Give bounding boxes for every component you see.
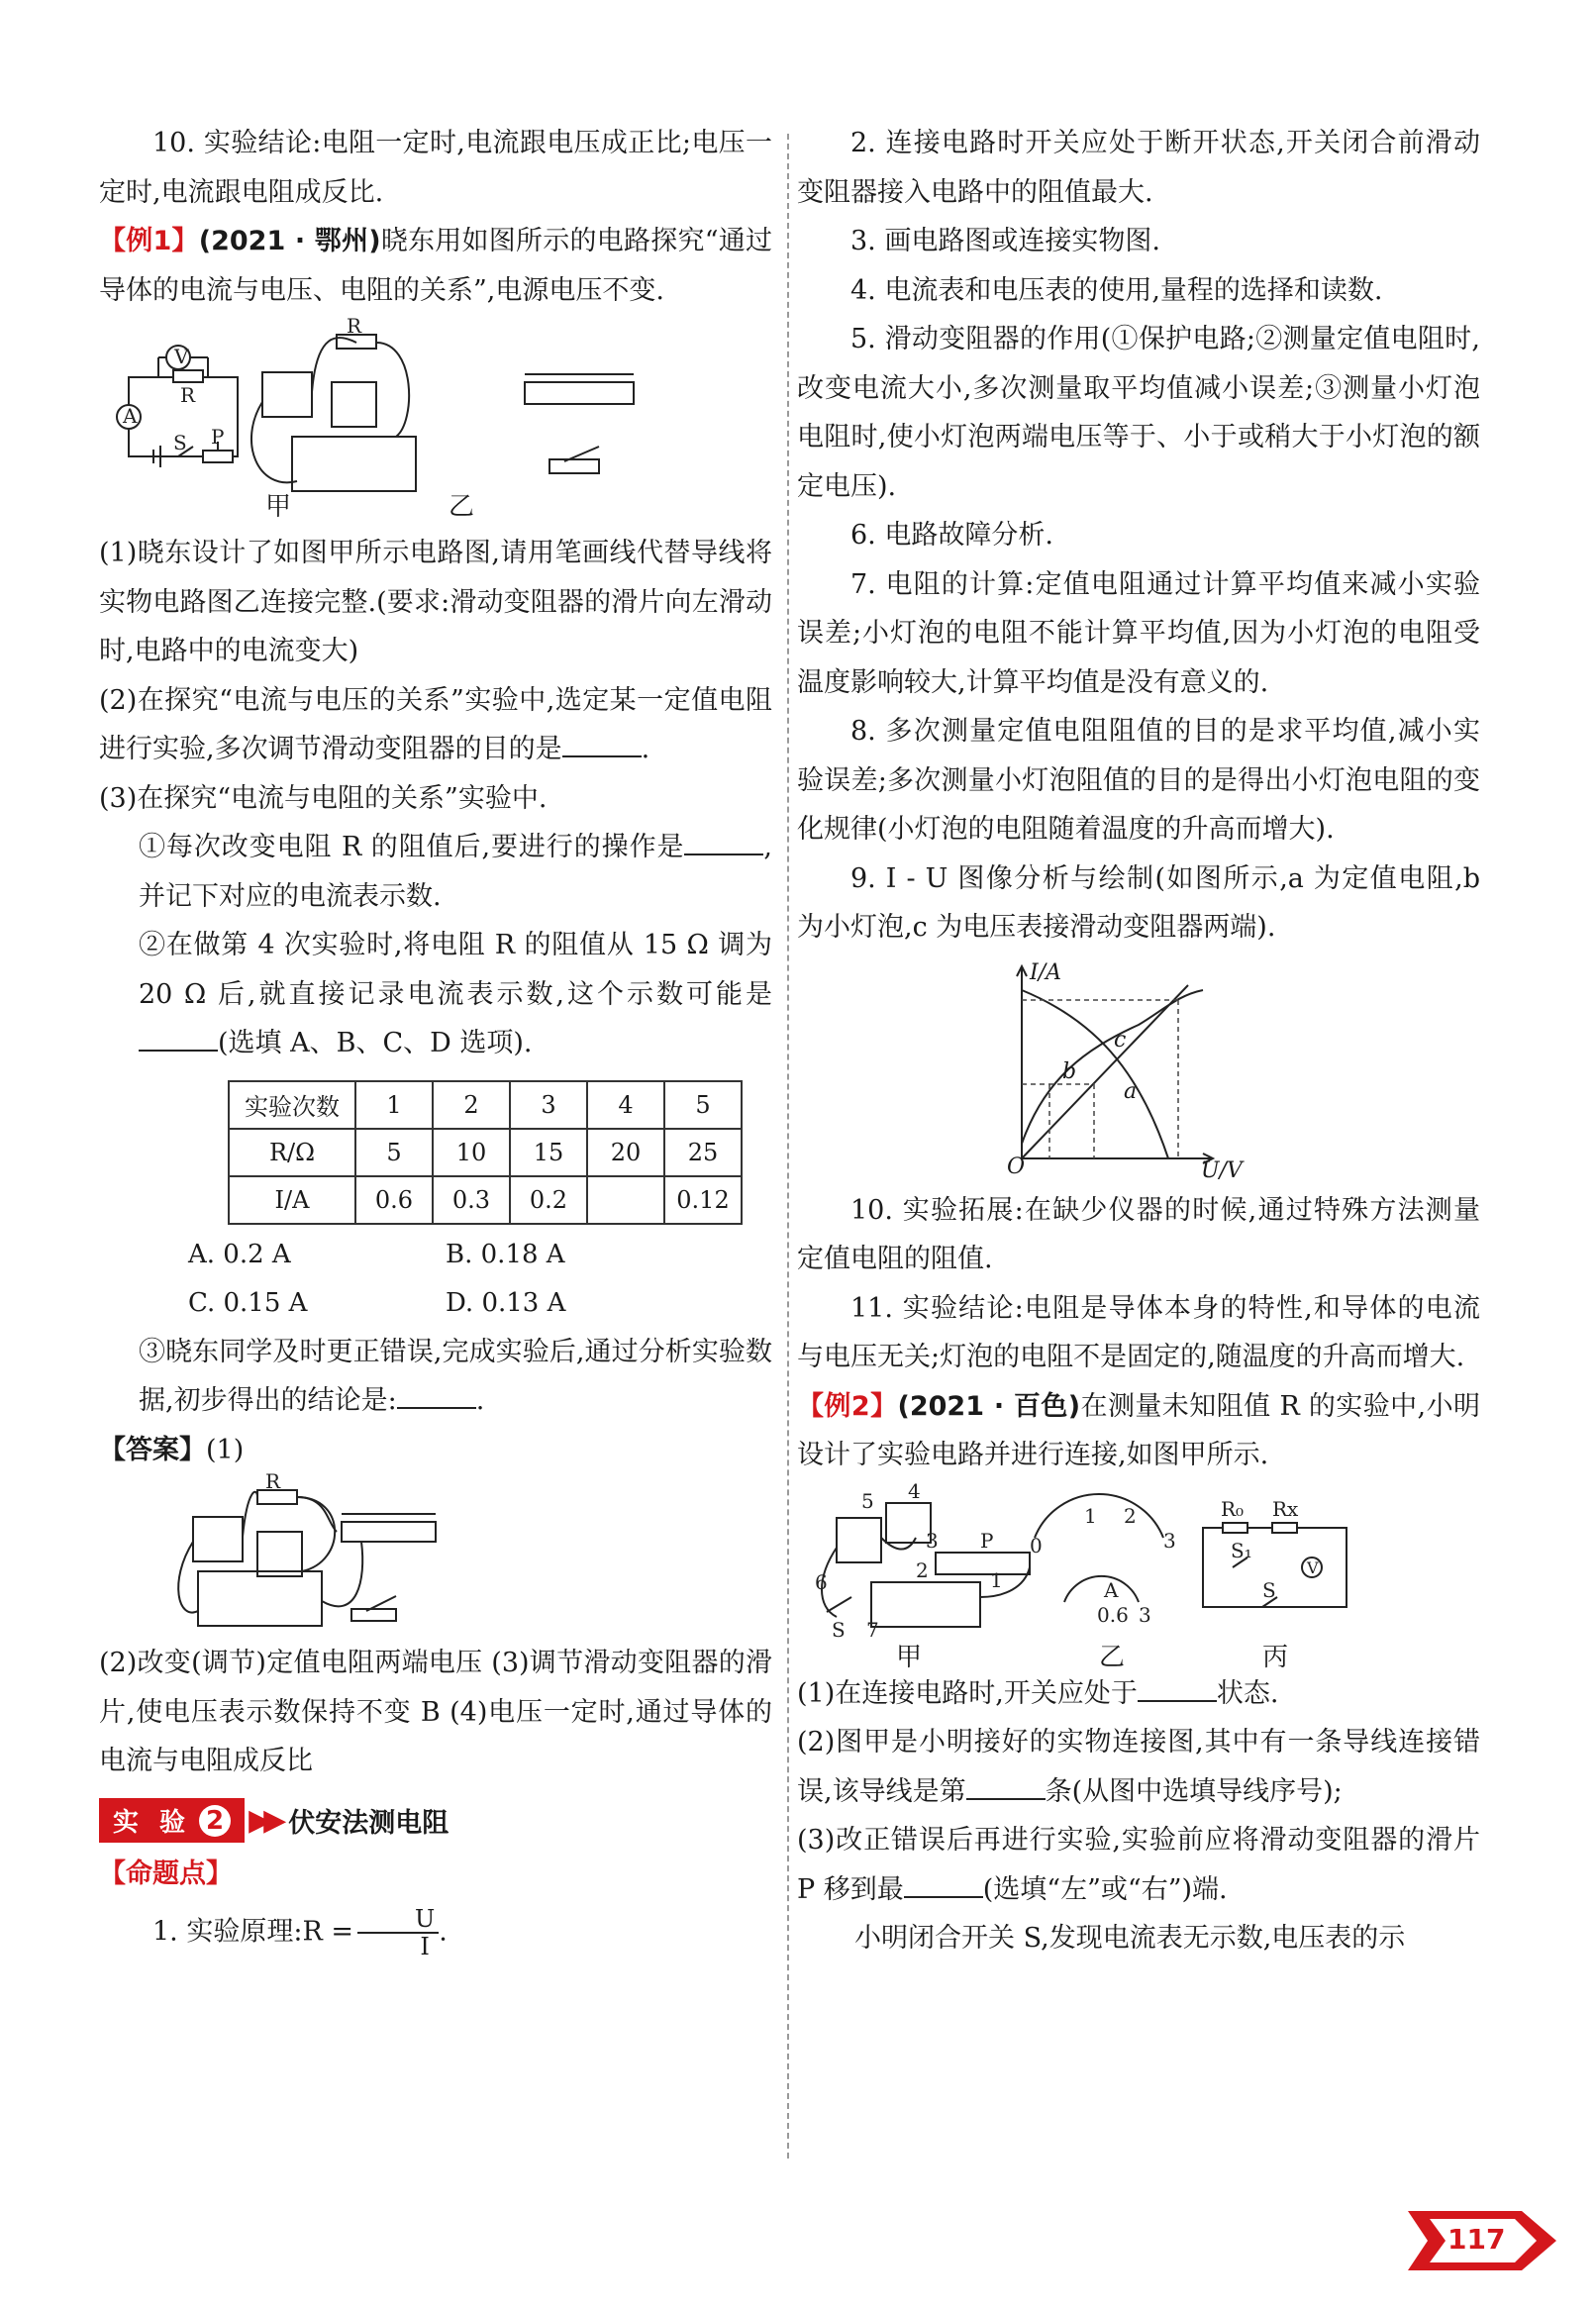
column-divider bbox=[787, 134, 789, 2159]
options bbox=[99, 1231, 772, 1328]
table-cell: 3 bbox=[510, 1081, 587, 1129]
table-cell: 1 bbox=[355, 1081, 433, 1129]
table-cell: I/A bbox=[229, 1176, 355, 1224]
figure-1 bbox=[99, 314, 772, 522]
svg-text:2: 2 bbox=[1124, 1503, 1137, 1528]
graph-x-label: U/V bbox=[1201, 1157, 1243, 1183]
table-cell: 2 bbox=[433, 1081, 510, 1129]
answer-heading bbox=[99, 1426, 772, 1475]
answer-blank bbox=[562, 732, 642, 757]
point-11: 11. 实验结论:电阻是导体本身的特性,和导体的电流与电压无关;灯泡的电阻不是固定的,随温度的升高而增大. bbox=[797, 1292, 1480, 1372]
point-6: 6. 电路故障分析. bbox=[850, 520, 1053, 551]
table-cell: 实验次数 bbox=[229, 1081, 355, 1129]
answer-blank bbox=[684, 830, 763, 855]
left-column bbox=[99, 119, 772, 1959]
svg-text:7: 7 bbox=[866, 1617, 879, 1642]
svg-text:0.6: 0.6 bbox=[1097, 1602, 1129, 1627]
question-3-1 bbox=[99, 823, 772, 921]
point-10: 10. 实验拓展:在缺少仪器的时候,通过特殊方法测量定值电阻的阻值. bbox=[797, 1194, 1480, 1274]
iu-graph bbox=[797, 959, 1480, 1183]
answer-blank bbox=[1138, 1676, 1217, 1702]
figure-2-caption-b: 乙 bbox=[1099, 1642, 1126, 1672]
double-arrow-icon: ▶▶ bbox=[249, 1803, 279, 1838]
example-2 bbox=[797, 1382, 1480, 1480]
example-2-question-3 bbox=[797, 1816, 1480, 1914]
figure-2-caption-a: 甲 bbox=[896, 1642, 923, 1672]
figure-2 bbox=[797, 1478, 1480, 1672]
example-1 bbox=[99, 217, 772, 315]
svg-text:S₁: S₁ bbox=[1231, 1538, 1252, 1562]
table-cell: 25 bbox=[664, 1129, 742, 1176]
point-2: 2. 连接电路时开关应处于断开状态,开关闭合前滑动变阻器接入电路中的阻值最大. bbox=[797, 128, 1480, 208]
answer-blank bbox=[397, 1383, 476, 1409]
question-2-text: (2)在探究“电流与电压的关系”实验中,选定某一定值电阻进行实验,多次调节滑动变阻器的目的是 bbox=[99, 684, 772, 764]
table-cell: 5 bbox=[355, 1129, 433, 1176]
circuit-diagrams bbox=[99, 314, 772, 521]
section-title: 伏安法测电阻 bbox=[288, 1808, 449, 1839]
answer-blank bbox=[139, 1026, 218, 1052]
svg-text:4: 4 bbox=[908, 1478, 921, 1503]
topic-heading bbox=[99, 1850, 772, 1899]
svg-text:Rx: Rx bbox=[1272, 1496, 1299, 1521]
conclusion-10: 10. 实验结论:电阻一定时,电流跟电压成正比;电压一定时,电流跟电阻成反比. bbox=[99, 128, 772, 208]
question-3-2-text: ②在做第 4 次实验时,将电阻 R 的阻值从 15 Ω 调为 20 Ω 后,就直接记录电流表示数,这个示数可能是 bbox=[139, 930, 772, 1010]
svg-text:R: R bbox=[347, 314, 362, 338]
answer-rest: (2)改变(调节)定值电阻两端电压 (3)调节滑动变阻器的滑片,使电压表示数保持不变 B (4)电压一定时,通过导体的电流与电阻成反比 bbox=[99, 1648, 772, 1776]
svg-text:R₀: R₀ bbox=[1221, 1496, 1245, 1521]
svg-text:3: 3 bbox=[1139, 1602, 1151, 1627]
option-b: B. 0.18 A bbox=[446, 1239, 565, 1269]
example-2-question-1-tail: 状态. bbox=[1216, 1677, 1279, 1709]
option-d: D. 0.13 A bbox=[446, 1287, 566, 1318]
table-cell: 20 bbox=[587, 1129, 664, 1176]
svg-text:V: V bbox=[1307, 1557, 1319, 1577]
answer-1: (1) bbox=[206, 1434, 245, 1465]
svg-text:3: 3 bbox=[926, 1528, 939, 1553]
table-cell: 0.2 bbox=[510, 1176, 587, 1224]
point-7: 7. 电阻的计算:定值电阻通过计算平均值来减小实验误差;小灯泡的电阻不能计算平均值,因为小灯泡的电阻受温度影响较大,计算平均值是没有意义的. bbox=[797, 568, 1480, 698]
curve-c-label: c bbox=[1114, 1027, 1127, 1053]
point-3: 3. 画电路图或连接实物图. bbox=[850, 226, 1160, 256]
svg-text:S: S bbox=[173, 431, 187, 454]
example-2-source: (2021 · 百色) bbox=[897, 1390, 1081, 1422]
table-cell: R/Ω bbox=[229, 1129, 355, 1176]
svg-text:R: R bbox=[265, 1469, 281, 1493]
answer-figure bbox=[99, 1469, 772, 1631]
table-cell: 0.6 bbox=[355, 1176, 433, 1224]
fraction-numerator: U bbox=[357, 1906, 439, 1934]
example-2-question-2 bbox=[797, 1718, 1480, 1816]
table-row bbox=[229, 1176, 742, 1224]
point-9: 9. I - U 图像分析与绘制(如图所示,a 为定值电阻,b 为小灯泡,c 为电压表接滑动变阻器两端). bbox=[797, 862, 1480, 943]
svg-text:1: 1 bbox=[990, 1567, 1003, 1592]
figure-2-svg bbox=[797, 1478, 1480, 1661]
page-number: 117 bbox=[1447, 2223, 1506, 2256]
example-2-question-3-tail: (选填“左”或“右”)端. bbox=[982, 1873, 1228, 1905]
fraction-denominator: I bbox=[420, 1933, 430, 1960]
point-8: 8. 多次测量定值电阻阻值的目的是求平均值,减小实验误差;多次测量小灯泡阻值的目的是得出小灯泡电阻的变化规律(小灯泡的电阻随着温度的升高而增大). bbox=[797, 716, 1480, 845]
point-4: 4. 电流表和电压表的使用,量程的选择和读数. bbox=[850, 274, 1383, 306]
question-3-2-tail: (选填 A、B、C、D 选项). bbox=[218, 1028, 533, 1058]
svg-text:6: 6 bbox=[815, 1569, 828, 1594]
point-5: 5. 滑动变阻器的作用(①保护电路;②测量定值电阻时,改变电流大小,多次测量取平均值减小误差;③测量小灯泡电阻时,使小灯泡两端电压等于、小于或稍大于小灯泡的额定电压). bbox=[797, 324, 1480, 502]
example-1-text: 晓东用如图所示的电路探究“通过导体的电流与电压、电阻的关系”,电源电压不变. bbox=[99, 226, 772, 306]
example-2-question-2-text: (2)图甲是小明接好的实物连接图,其中有一条导线连接错误,该导线是第 bbox=[797, 1727, 1480, 1807]
question-1: (1)晓东设计了如图甲所示电路图,请用笔画线代替导线将实物电路图乙连接完整.(要求:滑动变阻器的滑片向左滑动时,电路中的电流变大) bbox=[99, 538, 772, 666]
svg-text:3: 3 bbox=[1163, 1528, 1176, 1553]
question-3-3 bbox=[99, 1328, 772, 1426]
period-mark: . bbox=[475, 1385, 485, 1416]
right-column bbox=[797, 119, 1480, 1963]
svg-text:R: R bbox=[180, 383, 196, 407]
table-cell: 0.12 bbox=[664, 1176, 742, 1224]
formula-fraction bbox=[357, 1906, 439, 1959]
svg-text:A: A bbox=[123, 404, 138, 428]
svg-text:5: 5 bbox=[861, 1488, 874, 1513]
svg-text:S: S bbox=[832, 1617, 846, 1642]
svg-text:P: P bbox=[980, 1528, 994, 1553]
example-2-tag: 【例2】 bbox=[797, 1390, 898, 1422]
question-3-1-tail: ,并记下对应的电流表示数. bbox=[139, 832, 772, 912]
page-number-badge bbox=[1408, 2211, 1556, 2270]
data-table bbox=[228, 1080, 743, 1225]
figure-1-caption-a: 甲 bbox=[265, 492, 292, 522]
period-mark: . bbox=[641, 734, 650, 764]
table-cell: 15 bbox=[510, 1129, 587, 1176]
svg-text:A: A bbox=[1104, 1577, 1119, 1602]
example-2-question-3-continued: 小明闭合开关 S,发现电流表无示数,电压表的示 bbox=[854, 1923, 1406, 1954]
svg-text:2: 2 bbox=[916, 1557, 929, 1582]
answer-blank bbox=[904, 1872, 983, 1898]
table-row bbox=[229, 1129, 742, 1176]
option-a: A. 0.2 A bbox=[188, 1239, 291, 1269]
principle-text: 1. 实验原理:R = bbox=[152, 1916, 353, 1948]
example-2-text: 在测量未知阻值 R 的实验中,小明设计了实验电路并进行连接,如图甲所示. bbox=[797, 1390, 1480, 1470]
section-number: 2 bbox=[199, 1805, 231, 1837]
svg-text:P: P bbox=[211, 425, 225, 449]
svg-text:S: S bbox=[1262, 1577, 1276, 1602]
topic-tag: 【命题点】 bbox=[99, 1858, 233, 1889]
svg-text:0: 0 bbox=[1030, 1533, 1043, 1557]
iu-graph-svg bbox=[797, 960, 1480, 1178]
curve-b-label: b bbox=[1062, 1058, 1077, 1084]
table-cell: 5 bbox=[664, 1081, 742, 1129]
curve-a-label: a bbox=[1124, 1078, 1138, 1104]
question-3: (3)在探究“电流与电阻的关系”实验中. bbox=[99, 782, 548, 814]
option-c: C. 0.15 A bbox=[188, 1287, 308, 1318]
answer-apparatus bbox=[99, 1469, 772, 1631]
question-3-2 bbox=[99, 921, 772, 1068]
example-2-question-1 bbox=[797, 1669, 1480, 1719]
example-1-tag: 【例1】 bbox=[99, 226, 199, 256]
example-2-question-2-tail: 条(从图中选填导线序号); bbox=[1045, 1775, 1343, 1807]
question-2 bbox=[99, 676, 772, 774]
table-row bbox=[229, 1081, 742, 1129]
question-3-1-text: ①每次改变电阻 R 的阻值后,要进行的操作是 bbox=[139, 832, 685, 862]
section-label bbox=[99, 1798, 245, 1843]
svg-text:V: V bbox=[174, 345, 189, 368]
figure-1-caption-b: 乙 bbox=[449, 492, 475, 522]
table-cell: 0.3 bbox=[433, 1176, 510, 1224]
svg-text:1: 1 bbox=[1084, 1503, 1097, 1528]
example-2-question-3-text: (3)改正错误后再进行实验,实验前应将滑动变阻器的滑片 P 移到最 bbox=[797, 1825, 1480, 1905]
section-header bbox=[99, 1798, 772, 1844]
answer-tag: 【答案】 bbox=[99, 1434, 206, 1465]
example-1-source: (2021 · 鄂州) bbox=[198, 226, 381, 256]
principle bbox=[99, 1906, 772, 1959]
figure-2-caption-c: 丙 bbox=[1262, 1642, 1289, 1672]
section-label-text: 实 验 bbox=[113, 1808, 192, 1838]
table-cell bbox=[587, 1176, 664, 1224]
table-cell: 10 bbox=[433, 1129, 510, 1176]
table-cell: 4 bbox=[587, 1081, 664, 1129]
question-3-3-text: ③晓东同学及时更正错误,完成实验后,通过分析实验数据,初步得出的结论是: bbox=[139, 1336, 772, 1416]
graph-origin: O bbox=[1007, 1154, 1026, 1179]
example-2-question-1-text: (1)在连接电路时,开关应处于 bbox=[797, 1677, 1138, 1709]
answer-blank bbox=[966, 1774, 1046, 1800]
graph-y-label: I/A bbox=[1030, 959, 1061, 985]
period-mark: . bbox=[439, 1916, 448, 1948]
